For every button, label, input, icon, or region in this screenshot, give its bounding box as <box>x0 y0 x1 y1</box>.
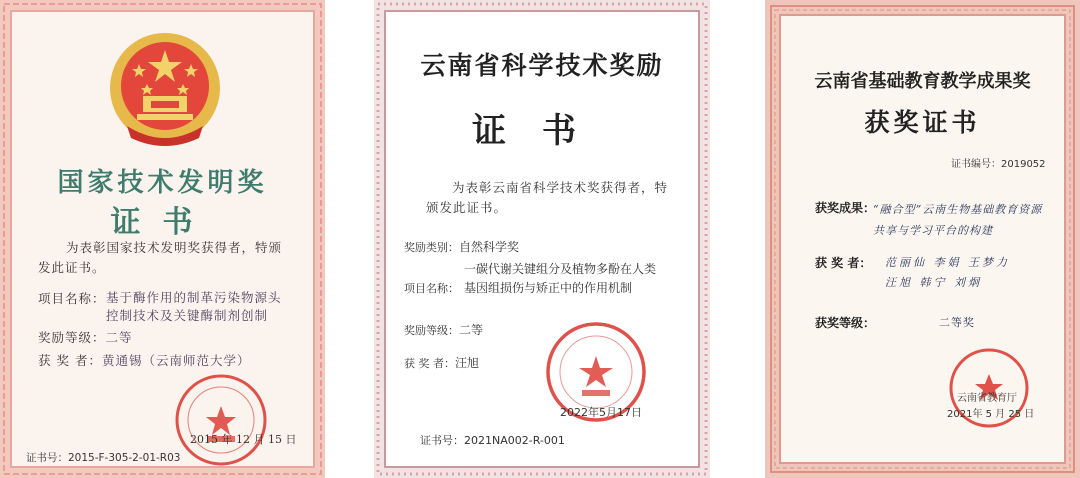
result-value: “融合型”云南生物基础教育资源共享与学习平台的构建 <box>873 203 1043 237</box>
certificate-intro: 为表彰国家技术发明奖获得者，特颁发此证书。 <box>38 240 283 275</box>
level-value: 二等 <box>105 330 133 345</box>
certificate-title: 云南省科学技术奖励 <box>420 51 664 80</box>
project-label-row <box>404 280 459 296</box>
issue-date: 2015 年 12 月 15 日 <box>190 433 297 446</box>
winner-row <box>404 354 479 371</box>
certificate-subtitle: 获奖证书 <box>864 108 981 137</box>
project-row <box>38 289 106 307</box>
certificate-number: 证书编号：2019052 <box>951 159 1046 170</box>
category-label: 奖励类别： <box>404 241 459 254</box>
project-value: 基于酶作用的制革污染物源头控制技术及关键酶制剂创制 <box>106 290 282 323</box>
level-label: 奖励等级： <box>404 324 459 337</box>
certificate-subtitle: 证书 <box>110 205 215 240</box>
winner-label: 获 奖 者： <box>404 357 455 370</box>
certificate-number: 证书号：2021NA002-R-001 <box>420 434 565 447</box>
certificate-subtitle: 证书 <box>472 111 612 151</box>
certificate-title: 云南省基础教育教学成果奖 <box>814 71 1031 92</box>
winners-line-1: 范丽仙 李娟 王梦力 <box>885 256 1010 269</box>
project-label: 项目名称： <box>404 282 459 295</box>
issuer: 云南省教育厅 <box>957 393 1017 404</box>
yunnan-science-award-certificate <box>374 0 710 478</box>
level-row <box>38 328 133 346</box>
level-value: 二等奖 <box>939 316 975 329</box>
level-row <box>404 321 483 338</box>
certificate-intro: 为表彰云南省科学技术奖获得者，特颁发此证书。 <box>426 180 669 215</box>
issue-date: 2021年 5 月 25 日 <box>947 409 1035 420</box>
winner-row <box>38 351 250 369</box>
issue-date: 2022年5月17日 <box>560 406 642 419</box>
winners-label: 获 奖 者： <box>815 256 872 270</box>
yunnan-education-award-certificate <box>765 0 1080 478</box>
level-label: 奖励等级： <box>38 330 106 345</box>
certificate-number: 证书号：2015-F-305-2-01-R03 <box>26 452 181 464</box>
category-row <box>404 238 519 255</box>
level-value: 二等 <box>459 323 484 337</box>
result-label: 获奖成果： <box>815 201 876 215</box>
winner-value: 黄通锡（云南师范大学） <box>101 353 251 368</box>
category-value: 自然科学奖 <box>459 240 520 254</box>
winner-value: 汪旭 <box>455 356 480 370</box>
project-label: 项目名称： <box>38 291 106 306</box>
winners-line-2: 汪旭 韩宁 刘炯 <box>885 276 982 289</box>
national-emblem-icon <box>107 30 223 148</box>
national-invention-award-certificate <box>0 0 325 478</box>
state-council-seal <box>173 372 269 468</box>
winner-label: 获 奖 者： <box>38 353 102 368</box>
level-label: 获奖等级： <box>815 316 876 330</box>
certificate-title: 国家技术发明奖 <box>57 168 268 198</box>
project-value: 一碳代谢关键组分及植物多酚在人类基因组损伤与矫正中的作用机制 <box>464 262 657 295</box>
